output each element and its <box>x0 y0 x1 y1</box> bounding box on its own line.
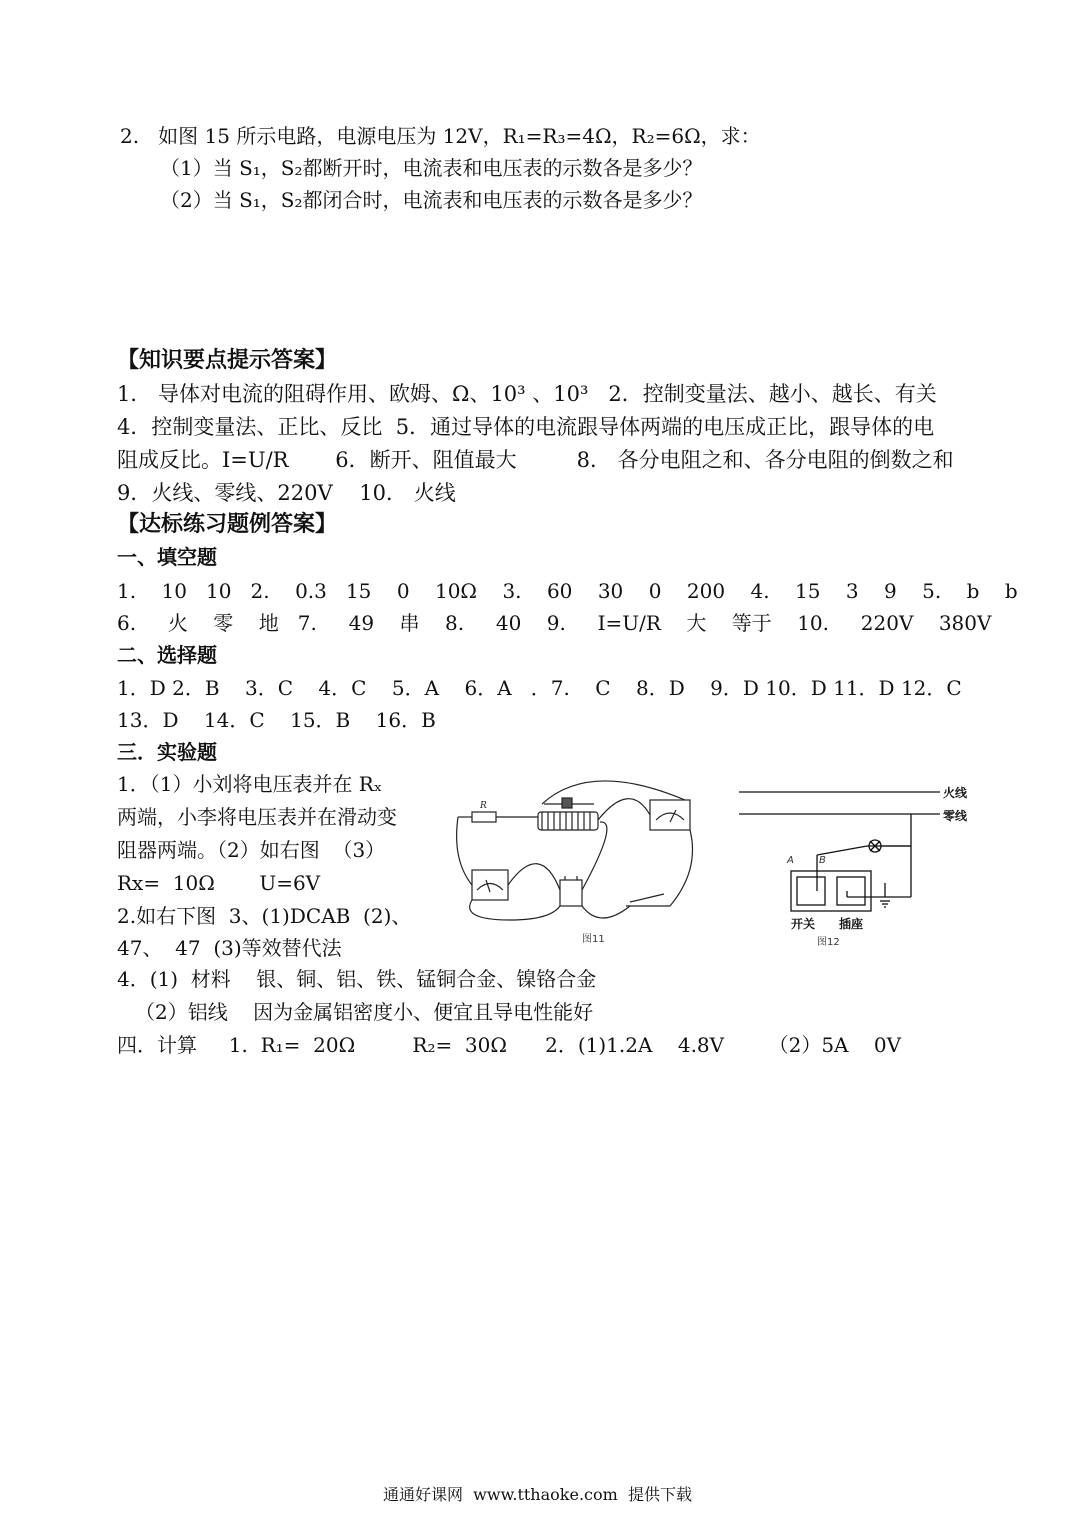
experiment-header: 三．实验题 <box>117 740 217 764</box>
switch-symbol <box>630 894 664 902</box>
experiment-line-2: 两端，小李将电压表并在滑动变 <box>117 805 397 829</box>
calc-line: 四．计算 1. R₁= 20Ω R₂= 30Ω 2．(1)1.2A 4.8V （2）5A 0V <box>117 1033 902 1057</box>
battery-symbol <box>560 880 582 906</box>
fill-header: 一、填空题 <box>117 545 217 569</box>
choice-line-1: 1．D 2．B 3．C 4．C 5．A 6．A ．7. C 8．D 9．D 10．D 11．D 12．C <box>117 676 962 700</box>
socket-rect <box>837 877 865 905</box>
switch-label: 开关 <box>791 917 816 931</box>
socket-label: 插座 <box>839 917 864 931</box>
footer-source: 通通好课网 www.tthaoke.com 提供下载 <box>383 1485 692 1504</box>
figure-12 <box>735 783 975 953</box>
experiment-line-6: 47、 47 (3)等效替代法 <box>117 936 342 960</box>
question-2-part-1: （1）当 S₁，S₂都断开时，电流表和电压表的示数各是多少？ <box>160 156 703 180</box>
figure-11-caption: 图11 <box>582 934 605 945</box>
knowledge-line-2: 4．控制变量法、正比、反比 5．通过导体的电流跟导体两端的电压成正比，跟导体的电 <box>117 415 935 439</box>
figure-11 <box>450 760 710 950</box>
experiment-line-3: 阻器两端。（2）如右图 （3） <box>117 838 386 862</box>
experiment-line-1: 1．（1）小刘将电压表并在 Rₓ <box>117 772 383 796</box>
knowledge-line-3: 阻成反比。I=U/R 6．断开、阻值最大 8． 各分电阻之和、各分电阻的倒数之和 <box>117 448 954 472</box>
resistor-symbol <box>472 812 496 822</box>
question-2-part-2: （2）当 S₁，S₂都闭合时，电流表和电压表的示数各是多少？ <box>160 188 703 212</box>
neutral-wire-label: 零线 <box>943 809 968 823</box>
choice-header: 二、选择题 <box>117 643 217 667</box>
q4-line-2: （2）铝线 因为金属铝密度小、便宜且导电性能好 <box>135 1000 594 1024</box>
q4-line-1: 4．(1) 材料 银、铜、铝、铁、锰铜合金、镍铬合金 <box>117 967 597 991</box>
switch-rect <box>797 877 825 905</box>
figure-11-drawing <box>450 760 710 950</box>
choice-line-2: 13．D 14．C 15．B 16．B <box>117 708 436 732</box>
knowledge-line-1: 1． 导体对电流的阻碍作用、欧姆、Ω、10³ 、10³ 2．控制变量法、越小、越长、有关 <box>117 382 937 406</box>
fill-line-1: 1. 10 10 2. 0.3 15 0 10Ω 3. 60 30 0 200 4. 15 3 9 5. b b <box>117 579 1018 603</box>
point-b-label: B <box>819 855 826 866</box>
live-wire-label: 火线 <box>943 786 968 800</box>
knowledge-line-4: 9．火线、零线、220V 10． 火线 <box>117 481 456 505</box>
practice-header: 【达标练习题例答案】 <box>117 511 338 537</box>
fill-line-2: 6. 火 零 地 7. 49 串 8. 40 9. I=U/R 大 等于 10. 220V 380V <box>117 611 992 635</box>
question-2-stem: 2. 如图 15 所示电路，电源电压为 12V，R₁=R₃=4Ω，R₂=6Ω，求： <box>120 124 761 148</box>
experiment-line-4: Rx= 10Ω U=6V <box>117 871 321 895</box>
knowledge-header: 【知识要点提示答案】 <box>117 347 338 373</box>
figure-12-caption: 图12 <box>817 937 840 948</box>
point-a-label: A <box>787 855 794 866</box>
rheostat-symbol <box>538 812 598 830</box>
resistor-label: R <box>480 801 487 811</box>
experiment-line-5: 2.如右下图 3、(1)DCAB (2)、 <box>117 904 412 928</box>
voltmeter-symbol <box>650 800 690 830</box>
ammeter-symbol <box>472 870 508 900</box>
